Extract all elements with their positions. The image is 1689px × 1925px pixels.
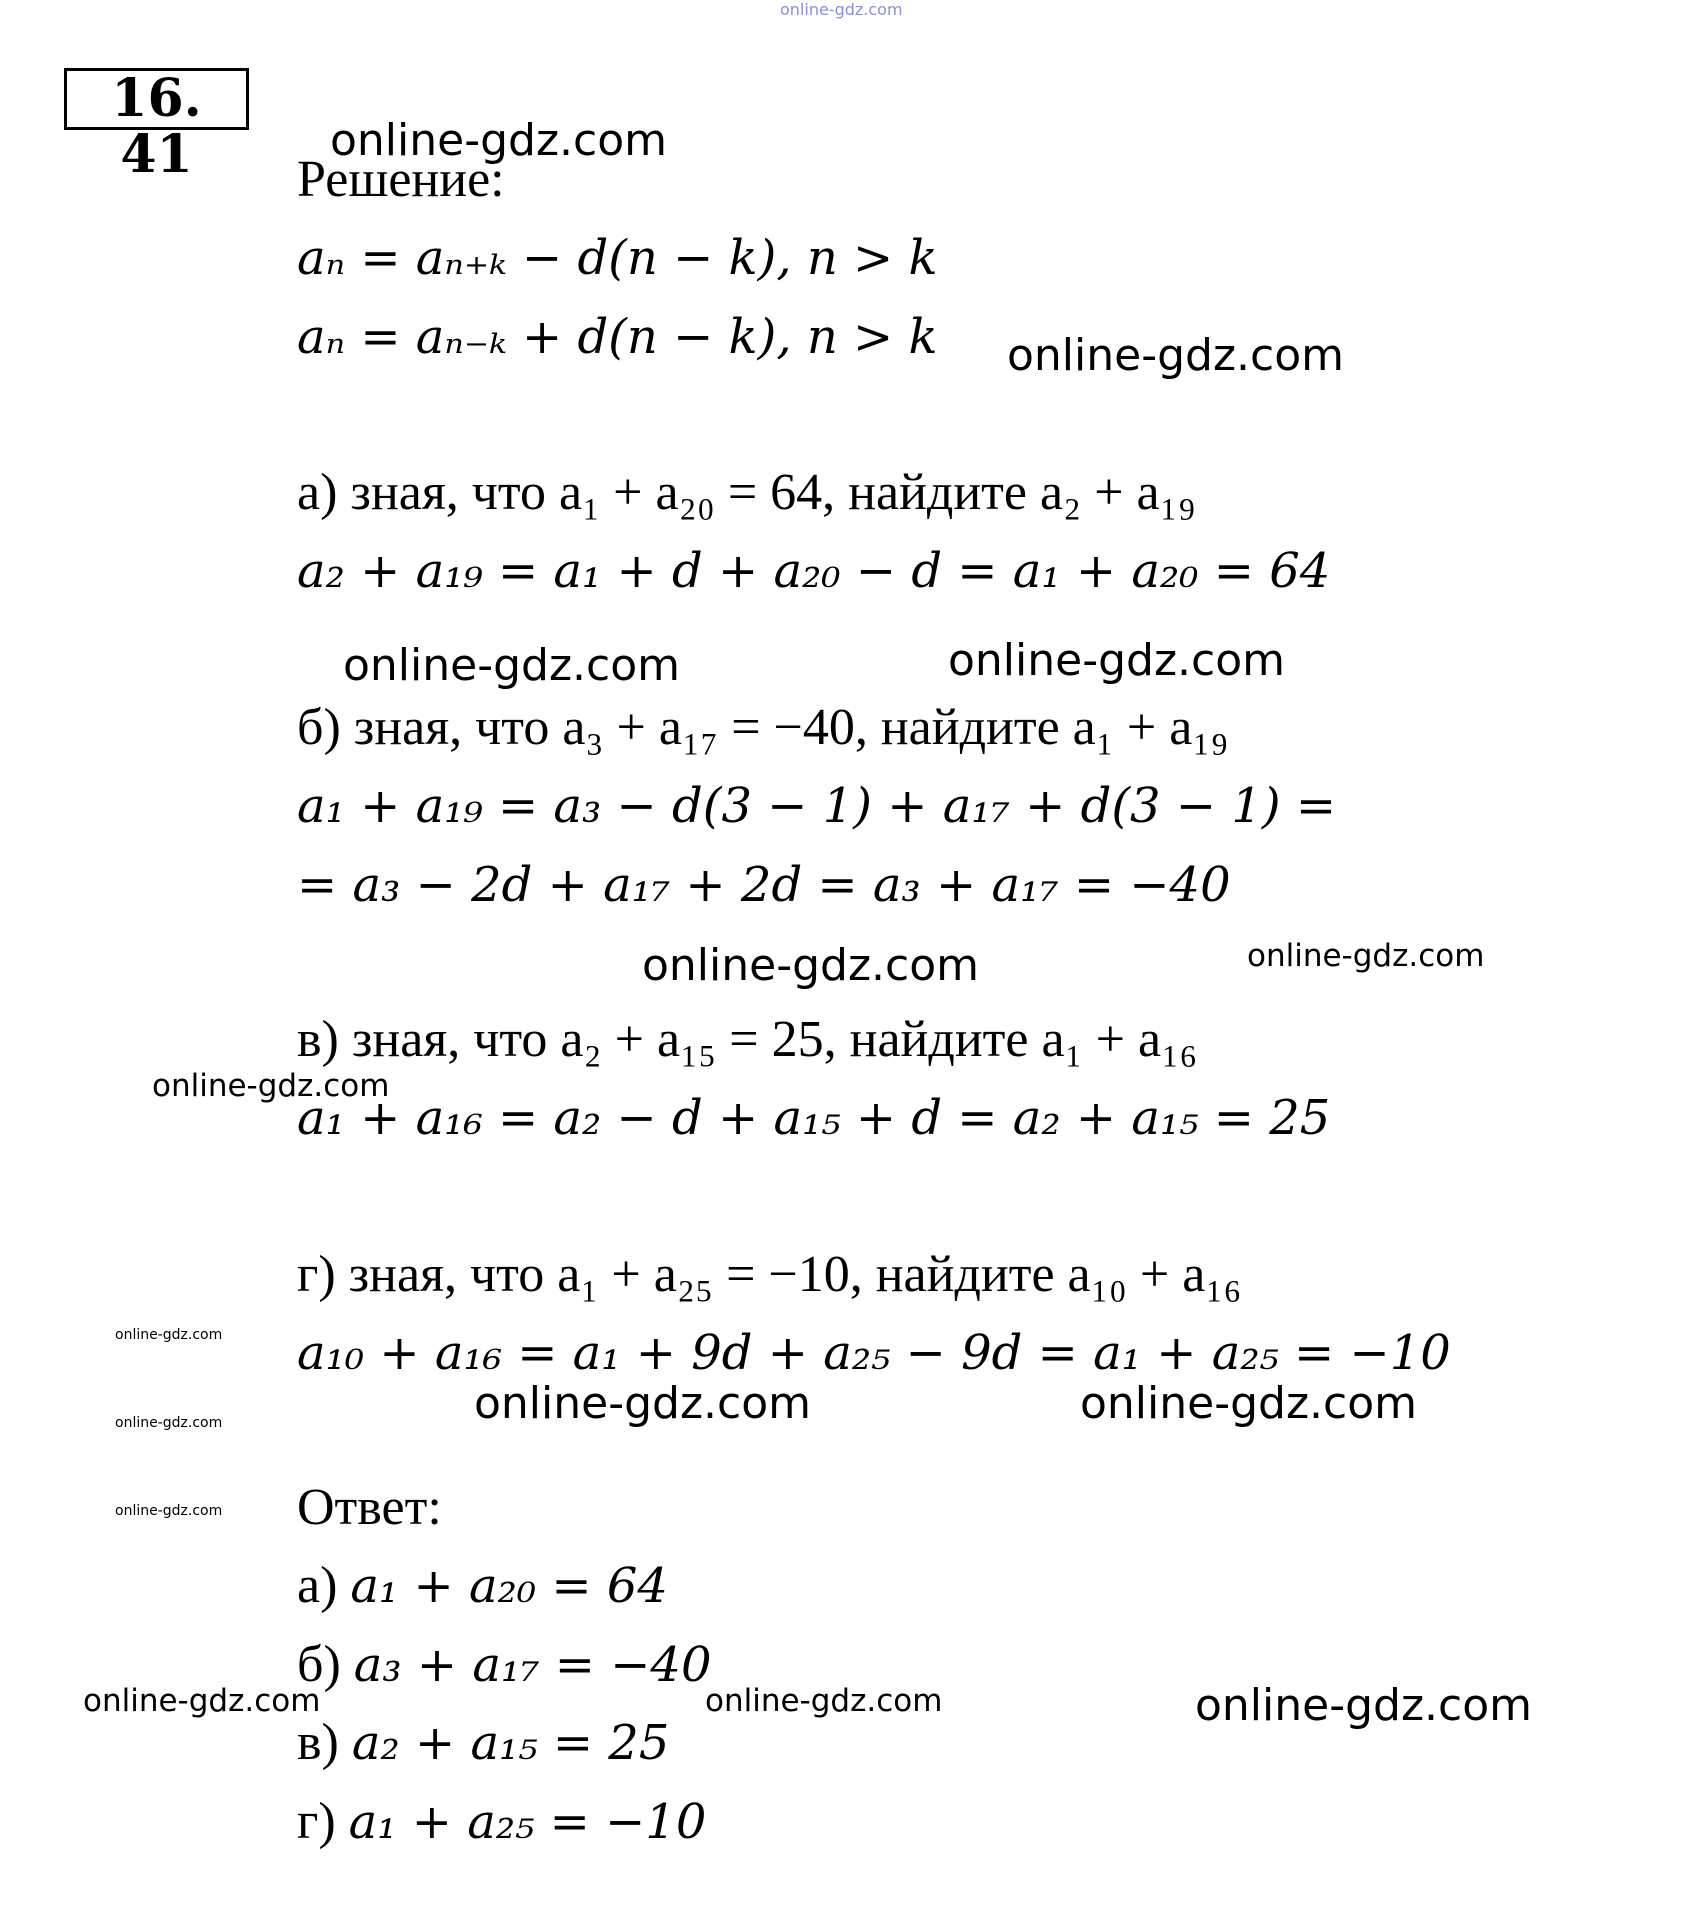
watermark: online-gdz.com <box>1247 938 1485 974</box>
watermark: online-gdz.com <box>115 1503 223 1519</box>
part-a-step: a₂ + a₁₉ = a₁ + d + a₂₀ − d = a₁ + a₂₀ = 64 <box>297 543 1331 599</box>
watermark: online-gdz.com <box>780 0 903 19</box>
formula-forward: aₙ = aₙ₊ₖ − d(n − k), n > k <box>297 230 938 286</box>
watermark: online-gdz.com <box>1007 330 1345 381</box>
answer-v <box>297 1713 669 1773</box>
watermark: online-gdz.com <box>83 1683 321 1719</box>
part-g-step: a₁₀ + a₁₆ = a₁ + 9d + a₂₅ − 9d = a₁ + a₂₅ = −10 <box>297 1325 1451 1381</box>
answer-b-label: б) <box>297 1636 341 1693</box>
part-v-step: a₁ + a₁₆ = a₂ − d + a₁₅ + d = a₂ + a₁₅ = 25 <box>297 1090 1331 1146</box>
part-b-step-1: a₁ + a₁₉ = a₃ − d(3 − 1) + a₁₇ + d(3 − 1) = <box>297 778 1337 834</box>
answer-g-label: г) <box>297 1793 336 1850</box>
solution-heading: Решение: <box>297 151 505 208</box>
watermark: online-gdz.com <box>948 635 1286 686</box>
watermark: online-gdz.com <box>474 1378 812 1429</box>
answer-v-expr: a₂ + a₁₅ = 25 <box>351 1715 670 1771</box>
answer-b-expr: a₃ + a₁₇ = −40 <box>353 1637 712 1693</box>
watermark: online-gdz.com <box>1080 1378 1418 1429</box>
answer-v-label: в) <box>297 1714 339 1771</box>
answer-a <box>297 1556 668 1616</box>
watermark: online-gdz.com <box>115 1415 223 1431</box>
answer-g-expr: a₁ + a₂₅ = −10 <box>348 1794 707 1850</box>
watermark: online-gdz.com <box>343 640 681 691</box>
part-b-step-2: = a₃ − 2d + a₁₇ + 2d = a₃ + a₁₇ = −40 <box>297 857 1231 913</box>
watermark: online-gdz.com <box>1195 1680 1533 1731</box>
watermark: online-gdz.com <box>705 1683 943 1719</box>
watermark: online-gdz.com <box>642 940 980 991</box>
part-v-task: в) зная, что a₂ + a₁₅ = 25, найдите a₁ + a₁₆ <box>297 1011 1198 1068</box>
answer-a-expr: a₁ + a₂₀ = 64 <box>350 1558 668 1614</box>
answer-a-label: а) <box>297 1557 338 1614</box>
watermark: online-gdz.com <box>330 115 668 166</box>
part-a-task: а) зная, что a₁ + a₂₀ = 64, найдите a₂ + a₁₉ <box>297 464 1196 521</box>
part-g-task: г) зная, что a₁ + a₂₅ = −10, найдите a₁₀ + a₁₆ <box>297 1246 1242 1303</box>
answer-g <box>297 1792 706 1852</box>
problem-number: 16. 41 <box>64 68 249 130</box>
part-b-task: б) зная, что a₃ + a₁₇ = −40, найдите a₁ + a₁₉ <box>297 699 1229 756</box>
answer-b <box>297 1635 712 1695</box>
watermark: online-gdz.com <box>115 1327 223 1343</box>
answer-heading: Ответ: <box>297 1479 442 1536</box>
watermark: online-gdz.com <box>152 1068 390 1104</box>
formula-backward: aₙ = aₙ₋ₖ + d(n − k), n > k <box>297 309 938 365</box>
